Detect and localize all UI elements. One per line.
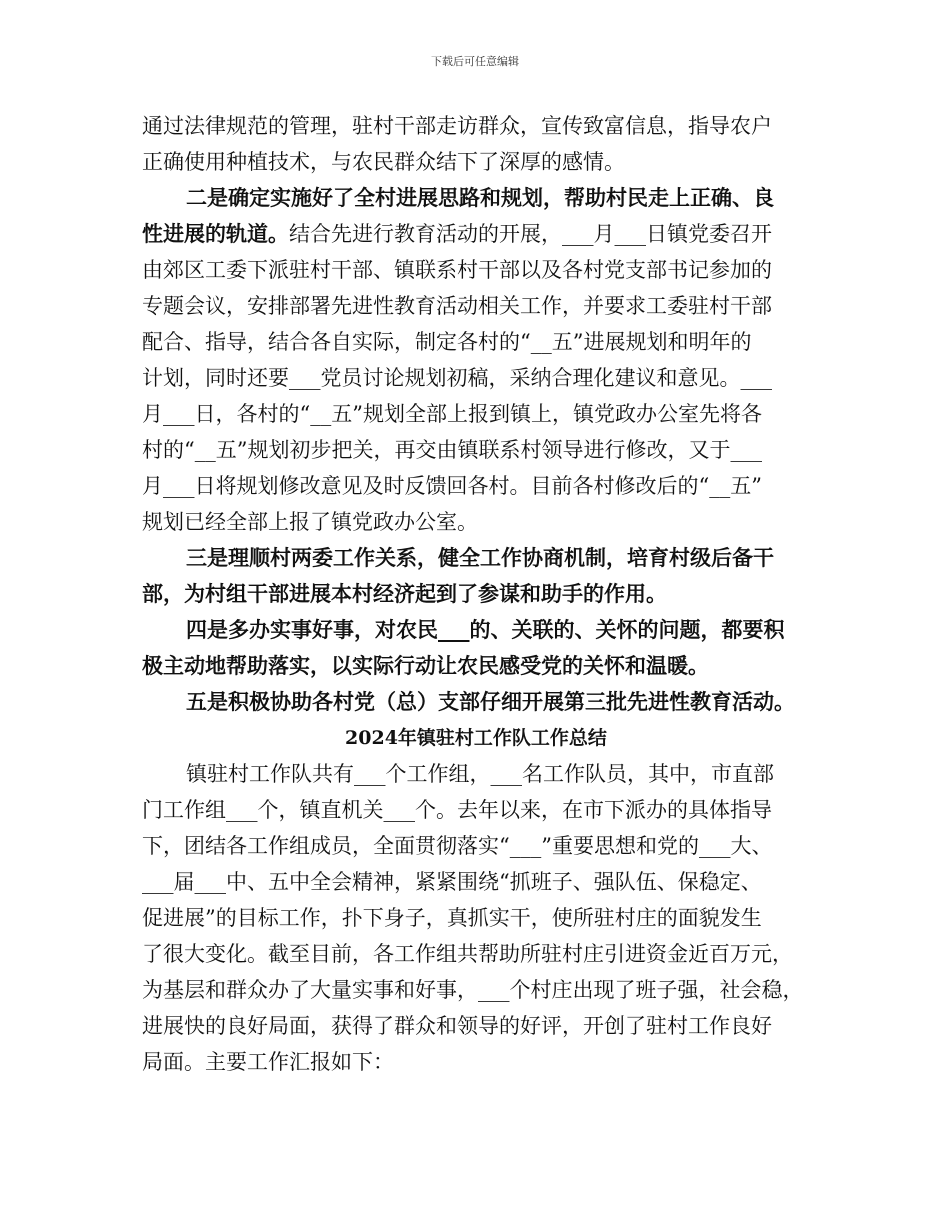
body-line: 月___日将规划修改意见及时反馈回各村。目前各村修改后的“__五” [142, 474, 762, 498]
body-line: 配合、指导，结合各自实际，制定各村的“__五”进展规划和明年的 [142, 330, 752, 354]
body-line: 了很大变化。截至目前，各工作组共帮助所驻村庄引进资金近百万元， [142, 942, 793, 966]
body-line: 月___日，各村的“__五”规划全部上报到镇上，镇党政办公室先将各 [142, 402, 762, 426]
body-line: 村的“__五”规划初步把关，再交由镇联系村领导进行修改，又于___ [142, 438, 762, 462]
body-line-bold: 五是积极协助各村党（总）支部仔细开展第三批先进性教育活动。 [186, 689, 795, 714]
body-line-bold: 部，为村组干部进展本村经济起到了参谋和助手的作用。 [142, 581, 667, 606]
body-line: 正确使用种植技术，与农民群众结下了深厚的感情。 [142, 150, 625, 174]
body-line: 通过法律规范的管理，驻村干部走访群众，宣传致富信息，指导农户 [142, 114, 772, 138]
body-line: 局面。主要工作汇报如下： [142, 1050, 394, 1074]
body-line-bold: 极主动地帮助落实，以实际行动让农民感受党的关怀和温暖。 [142, 653, 709, 678]
body-line: 下，团结各工作组成员，全面贯彻落实“___”重要思想和党的___大、 [142, 834, 773, 858]
body-line-mixed [142, 216, 810, 252]
body-line: 门工作组___个，镇直机关___个。去年以来，在市下派办的具体指导 [142, 798, 772, 822]
body-line: ___届___中、五中全会精神，紧紧围绕“抓班子、强队伍、保稳定、 [142, 870, 762, 894]
body-line: 专题会议，安排部署先进性教育活动相关工作，并要求工委驻村干部 [142, 294, 772, 318]
body-line: 由郊区工委下派驻村干部、镇联系村干部以及各村党支部书记参加的 [142, 258, 772, 282]
body-line-bold: 二是确定实施好了全村进展思路和规划，帮助村民走上正确、良 [186, 185, 774, 210]
body-line: 计划，同时还要___党员讨论规划初稿，采纳合理化建议和意见。___ [142, 366, 772, 390]
body-line: 规划已经全部上报了镇党政办公室。 [142, 510, 478, 534]
body-line: 为基层和群众办了大量实事和好事，___个村庄出现了班子强，社会稳， [142, 978, 804, 1002]
body-line: 镇驻村工作队共有___个工作组，___名工作队员，其中，市直部 [186, 762, 774, 786]
body-line-bold: 三是理顺村两委工作关系，健全工作协商机制，培育村级后备干 [186, 545, 774, 570]
header-note: 下载后可任意编辑 [431, 55, 519, 68]
document-body [142, 108, 810, 1080]
bold-span: 性进展的轨道。 [142, 221, 289, 246]
section-title: 2024年镇驻村工作队工作总结 [345, 727, 607, 749]
normal-span: 结合先进行教育活动的开展，___月___日镇党委召开 [289, 222, 772, 246]
body-line: 进展快的良好局面，获得了群众和领导的好评，开创了驻村工作良好 [142, 1014, 772, 1038]
body-line: 促进展”的目标工作，扑下身子，真抓实干，使所驻村庄的面貌发生 [142, 906, 762, 930]
body-line-bold: 四是多办实事好事，对农民___的、关联的、关怀的问题，都要积 [186, 617, 785, 642]
